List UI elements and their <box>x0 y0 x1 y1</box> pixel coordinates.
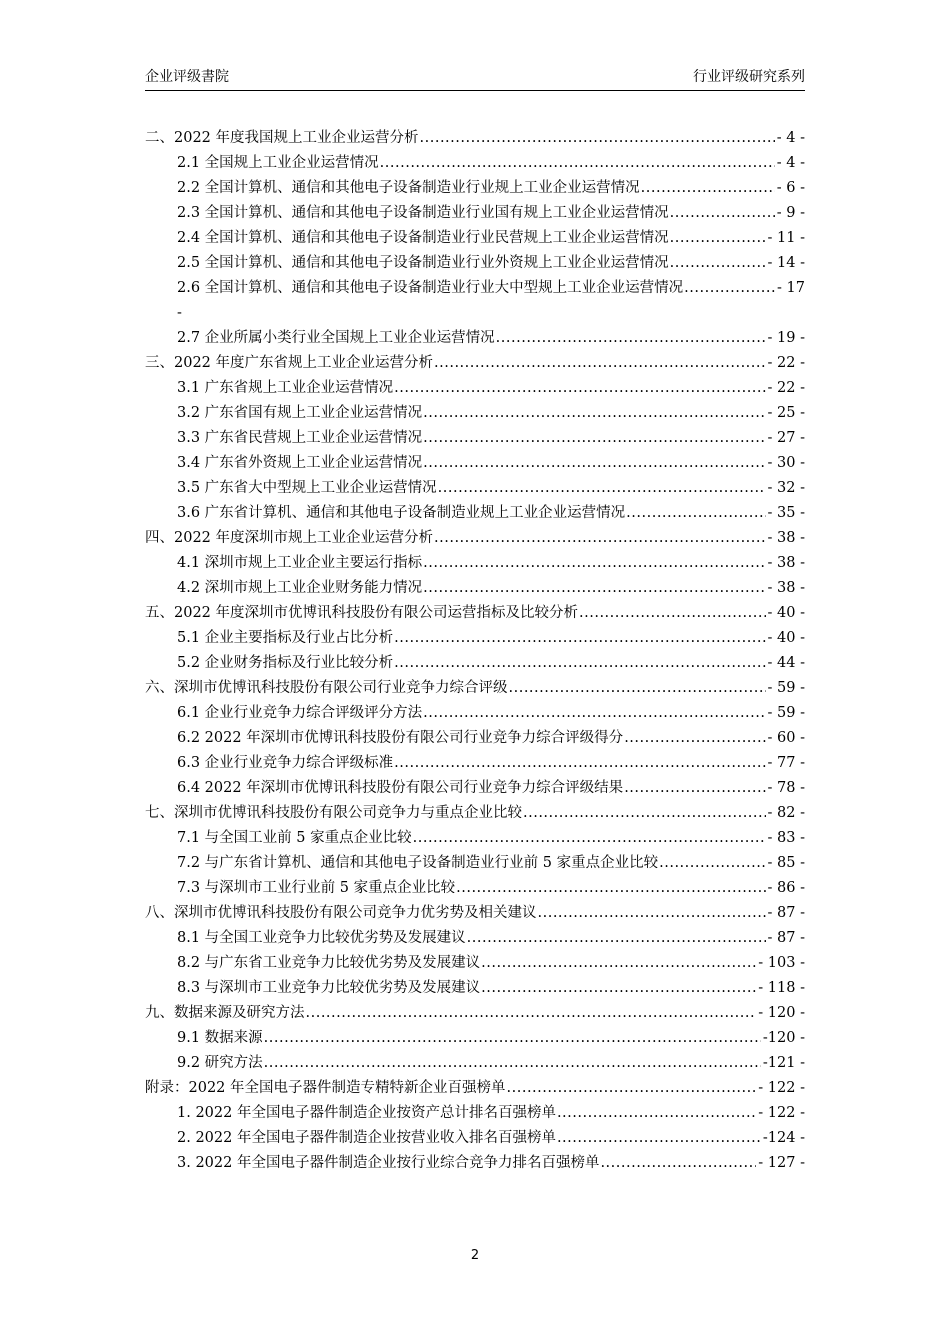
toc-entry-page: - 4 - <box>776 130 805 146</box>
toc-leader-dots <box>380 151 775 176</box>
toc-entry-title: 6.3 企业行业竞争力综合评级标准 <box>177 755 394 771</box>
toc-entry[interactable] <box>145 926 805 951</box>
toc-entry-page: - 60 - <box>767 730 805 746</box>
toc-entry[interactable] <box>145 901 805 926</box>
toc-entry-title: 9.2 研究方法 <box>177 1055 263 1071</box>
toc-entry-page: - 25 - <box>767 405 805 421</box>
toc-leader-dots <box>670 226 766 251</box>
toc-entry-title: 6.2 2022 年深圳市优博讯科技股份有限公司行业竞争力综合评级得分 <box>177 730 624 746</box>
toc-entry-page: - 44 - <box>767 655 805 671</box>
toc-entry-page: - 82 - <box>767 805 805 821</box>
toc-entry[interactable] <box>145 576 805 601</box>
toc-entry-title: 4.1 深圳市规上工业企业主要运行指标 <box>177 555 423 571</box>
toc-leader-dots <box>579 601 766 626</box>
toc-entry-page: - 85 - <box>767 855 805 871</box>
toc-leader-dots <box>264 1026 761 1051</box>
toc-entry-title: 2.3 全国计算机、通信和其他电子设备制造业行业国有规上工业企业运营情况 <box>177 205 669 221</box>
toc-entry-page: - 17 <box>777 280 805 296</box>
toc-entry-title: 九、数据来源及研究方法 <box>145 1005 305 1021</box>
header-left-text: 企业评级書院 <box>145 69 229 85</box>
toc-entry-page: - 32 - <box>767 480 805 496</box>
toc-leader-dots <box>394 626 765 651</box>
toc-entry[interactable] <box>145 1051 805 1076</box>
toc-entry-page: - 22 - <box>767 380 805 396</box>
toc-leader-dots <box>481 951 756 976</box>
toc-entry-page: -124 - <box>762 1130 805 1146</box>
toc-entry[interactable] <box>145 651 805 676</box>
toc-entry-page: - 86 - <box>767 880 805 896</box>
toc-entry-title: 四、2022 年度深圳市规上工业企业运营分析 <box>145 530 434 546</box>
toc-leader-dots <box>670 251 766 276</box>
toc-entry[interactable] <box>145 226 805 251</box>
toc-leader-dots <box>434 526 766 551</box>
toc-entry[interactable] <box>145 626 805 651</box>
toc-entry-title: 3.2 广东省国有规上工业企业运营情况 <box>177 405 423 421</box>
toc-entry-title: 7.1 与全国工业前 5 家重点企业比较 <box>177 830 412 846</box>
toc-leader-dots <box>538 901 766 926</box>
toc-leader-dots <box>557 1101 756 1126</box>
toc-leader-dots <box>264 1051 761 1076</box>
toc-entry-title: 2.6 全国计算机、通信和其他电子设备制造业行业大中型规上工业企业运营情况 <box>177 280 684 296</box>
toc-entry[interactable] <box>145 351 805 376</box>
toc-entry-title: 3.4 广东省外资规上工业企业运营情况 <box>177 455 423 471</box>
toc-entry-page: - 19 - <box>767 330 805 346</box>
toc-entry-title: 五、2022 年度深圳市优博讯科技股份有限公司运营指标及比较分析 <box>145 605 579 621</box>
toc-entry-page: - 27 - <box>767 430 805 446</box>
toc-leader-dots <box>624 776 765 801</box>
toc-leader-dots <box>423 551 765 576</box>
toc-leader-dots <box>626 501 765 526</box>
toc-entry-page: - 87 - <box>767 930 805 946</box>
toc-entry-page: - 122 - <box>758 1105 805 1121</box>
toc-entry-page: - 77 - <box>767 755 805 771</box>
toc-entry-page: - 38 - <box>767 555 805 571</box>
toc-leader-dots <box>467 926 766 951</box>
toc-entry[interactable] <box>145 701 805 726</box>
toc-leader-dots <box>507 1076 757 1101</box>
toc-entry[interactable] <box>145 1126 805 1151</box>
toc-leader-dots <box>684 276 775 301</box>
toc-leader-dots <box>659 851 765 876</box>
toc-entry-page: - 120 - <box>758 1005 805 1021</box>
toc-leader-dots <box>423 451 765 476</box>
toc-entry[interactable] <box>145 826 805 851</box>
toc-entry[interactable] <box>145 751 805 776</box>
toc-leader-dots <box>456 876 765 901</box>
toc-entry-title: 7.2 与广东省计算机、通信和其他电子设备制造业行业前 5 家重点企业比较 <box>177 855 659 871</box>
toc-entry-title: 6.4 2022 年深圳市优博讯科技股份有限公司行业竞争力综合评级结果 <box>177 780 624 796</box>
toc-entry[interactable] <box>145 426 805 451</box>
toc-leader-dots <box>423 576 765 601</box>
toc-leader-dots <box>438 476 766 501</box>
toc-entry-page: - 30 - <box>767 455 805 471</box>
toc-leader-dots <box>557 1126 761 1151</box>
toc-entry[interactable] <box>145 151 805 176</box>
toc-entry-title: 2.5 全国计算机、通信和其他电子设备制造业行业外资规上工业企业运营情况 <box>177 255 669 271</box>
toc-leader-dots <box>394 376 765 401</box>
toc-entry[interactable] <box>145 176 805 201</box>
toc-entry-title: 8.1 与全国工业竞争力比较优劣势及发展建议 <box>177 930 466 946</box>
toc-entry-title: 5.2 企业财务指标及行业比较分析 <box>177 655 394 671</box>
toc-entry-page-continuation: - <box>177 305 182 321</box>
toc-entry-page: - 122 - <box>758 1080 805 1096</box>
toc-entry[interactable] <box>145 801 805 826</box>
toc-entry-page: - 83 - <box>767 830 805 846</box>
toc-leader-dots <box>523 801 766 826</box>
toc-entry-title: 3.3 广东省民营规上工业企业运营情况 <box>177 430 423 446</box>
toc-entry-title: 2. 2022 年全国电子器件制造企业按营业收入排名百强榜单 <box>177 1130 556 1146</box>
toc-leader-dots <box>394 651 765 676</box>
toc-leader-dots <box>624 726 765 751</box>
toc-entry-title: 3.1 广东省规上工业企业运营情况 <box>177 380 394 396</box>
toc-entry[interactable] <box>145 976 805 1001</box>
toc-entry-title: 3. 2022 年全国电子器件制造企业按行业综合竞争力排名百强榜单 <box>177 1155 600 1171</box>
toc-entry-title: 2.1 全国规上工业企业运营情况 <box>177 155 379 171</box>
toc-entry-title: 2.4 全国计算机、通信和其他电子设备制造业行业民营规上工业企业运营情况 <box>177 230 669 246</box>
toc-entry-title: 六、深圳市优博讯科技股份有限公司行业竞争力综合评级 <box>145 680 508 696</box>
toc-entry[interactable] <box>145 476 805 501</box>
toc-entry-page: -121 - <box>762 1055 805 1071</box>
toc-entry-page: - 9 - <box>776 205 805 221</box>
toc-entry[interactable] <box>145 1101 805 1126</box>
toc-entry[interactable] <box>145 551 805 576</box>
toc-entry-title: 7.3 与深圳市工业行业前 5 家重点企业比较 <box>177 880 456 896</box>
toc-entry-page: - 40 - <box>767 630 805 646</box>
toc-leader-dots <box>394 751 765 776</box>
toc-entry[interactable] <box>145 676 805 701</box>
toc-entry[interactable] <box>145 276 805 301</box>
toc-entry[interactable] <box>145 1151 805 1176</box>
toc-entry-page: - 103 - <box>758 955 805 971</box>
toc-entry-page: - 59 - <box>767 680 805 696</box>
toc-leader-dots <box>670 201 775 226</box>
toc-entry[interactable] <box>145 126 805 151</box>
toc-leader-dots <box>481 976 756 1001</box>
toc-entry-page: - 40 - <box>767 605 805 621</box>
toc-leader-dots <box>600 1151 756 1176</box>
toc-entry-title: 二、2022 年度我国规上工业企业运营分析 <box>145 130 419 146</box>
toc-entry-page: - 59 - <box>767 705 805 721</box>
toc-entry[interactable] <box>145 726 805 751</box>
toc-entry[interactable] <box>145 1076 805 1101</box>
toc-entry-title: 2.2 全国计算机、通信和其他电子设备制造业行业规上工业企业运营情况 <box>177 180 640 196</box>
page-header <box>145 68 805 91</box>
toc-entry[interactable] <box>145 451 805 476</box>
toc-leader-dots <box>434 351 766 376</box>
toc-leader-dots <box>509 676 766 701</box>
toc-entry-page: - 14 - <box>767 255 805 271</box>
toc-entry[interactable] <box>145 526 805 551</box>
toc-entry-title: 1. 2022 年全国电子器件制造企业按资产总计排名百强榜单 <box>177 1105 556 1121</box>
toc-entry-title: 3.6 广东省计算机、通信和其他电子设备制造业规上工业企业运营情况 <box>177 505 626 521</box>
table-of-contents <box>145 126 805 1176</box>
toc-entry[interactable] <box>145 951 805 976</box>
toc-entry-page: - 4 - <box>776 155 805 171</box>
toc-entry[interactable] <box>145 601 805 626</box>
page-number: 2 <box>470 1248 480 1263</box>
toc-entry-title: 5.1 企业主要指标及行业占比分析 <box>177 630 394 646</box>
toc-entry[interactable] <box>145 1026 805 1051</box>
toc-entry[interactable] <box>145 251 805 276</box>
toc-entry-page: - 38 - <box>767 580 805 596</box>
toc-entry-page: - 118 - <box>758 980 805 996</box>
toc-entry[interactable] <box>145 326 805 351</box>
toc-entry[interactable] <box>145 376 805 401</box>
toc-entry-title: 2.7 企业所属小类行业全国规上工业企业运营情况 <box>177 330 495 346</box>
toc-entry[interactable] <box>145 776 805 801</box>
toc-leader-dots <box>306 1001 757 1026</box>
toc-leader-dots <box>420 126 775 151</box>
toc-entry-title: 8.3 与深圳市工业竞争力比较优劣势及发展建议 <box>177 980 481 996</box>
toc-entry-page: - 35 - <box>767 505 805 521</box>
toc-entry[interactable] <box>145 401 805 426</box>
toc-entry-title: 三、2022 年度广东省规上工业企业运营分析 <box>145 355 434 371</box>
toc-entry[interactable] <box>145 851 805 876</box>
toc-entry-page: - 6 - <box>776 180 805 196</box>
toc-entry-title: 9.1 数据来源 <box>177 1030 263 1046</box>
toc-entry[interactable] <box>145 1001 805 1026</box>
toc-entry-title: 6.1 企业行业竞争力综合评级评分方法 <box>177 705 423 721</box>
toc-entry-page: - 38 - <box>767 530 805 546</box>
toc-entry-title: 4.2 深圳市规上工业企业财务能力情况 <box>177 580 423 596</box>
toc-entry[interactable] <box>145 201 805 226</box>
toc-entry-page: - 78 - <box>767 780 805 796</box>
toc-entry[interactable] <box>145 876 805 901</box>
toc-entry-page: - 11 - <box>767 230 805 246</box>
toc-entry-title: 8.2 与广东省工业竞争力比较优劣势及发展建议 <box>177 955 481 971</box>
toc-entry[interactable] <box>145 501 805 526</box>
toc-entry-page: - 127 - <box>758 1155 805 1171</box>
header-right-text: 行业评级研究系列 <box>693 69 805 85</box>
toc-entry-page: - 22 - <box>767 355 805 371</box>
toc-entry-title: 八、深圳市优博讯科技股份有限公司竞争力优劣势及相关建议 <box>145 905 537 921</box>
toc-leader-dots <box>423 701 765 726</box>
toc-leader-dots <box>423 426 765 451</box>
toc-entry-title: 附录：2022 年全国电子器件制造专精特新企业百强榜单 <box>145 1080 506 1096</box>
toc-entry-title: 3.5 广东省大中型规上工业企业运营情况 <box>177 480 437 496</box>
toc-leader-dots <box>641 176 775 201</box>
toc-entry-page: -120 - <box>762 1030 805 1046</box>
toc-entry-page: - 87 - <box>767 905 805 921</box>
toc-leader-dots <box>413 826 766 851</box>
toc-entry-title: 七、深圳市优博讯科技股份有限公司竞争力与重点企业比较 <box>145 805 522 821</box>
toc-leader-dots <box>423 401 765 426</box>
toc-leader-dots <box>496 326 766 351</box>
